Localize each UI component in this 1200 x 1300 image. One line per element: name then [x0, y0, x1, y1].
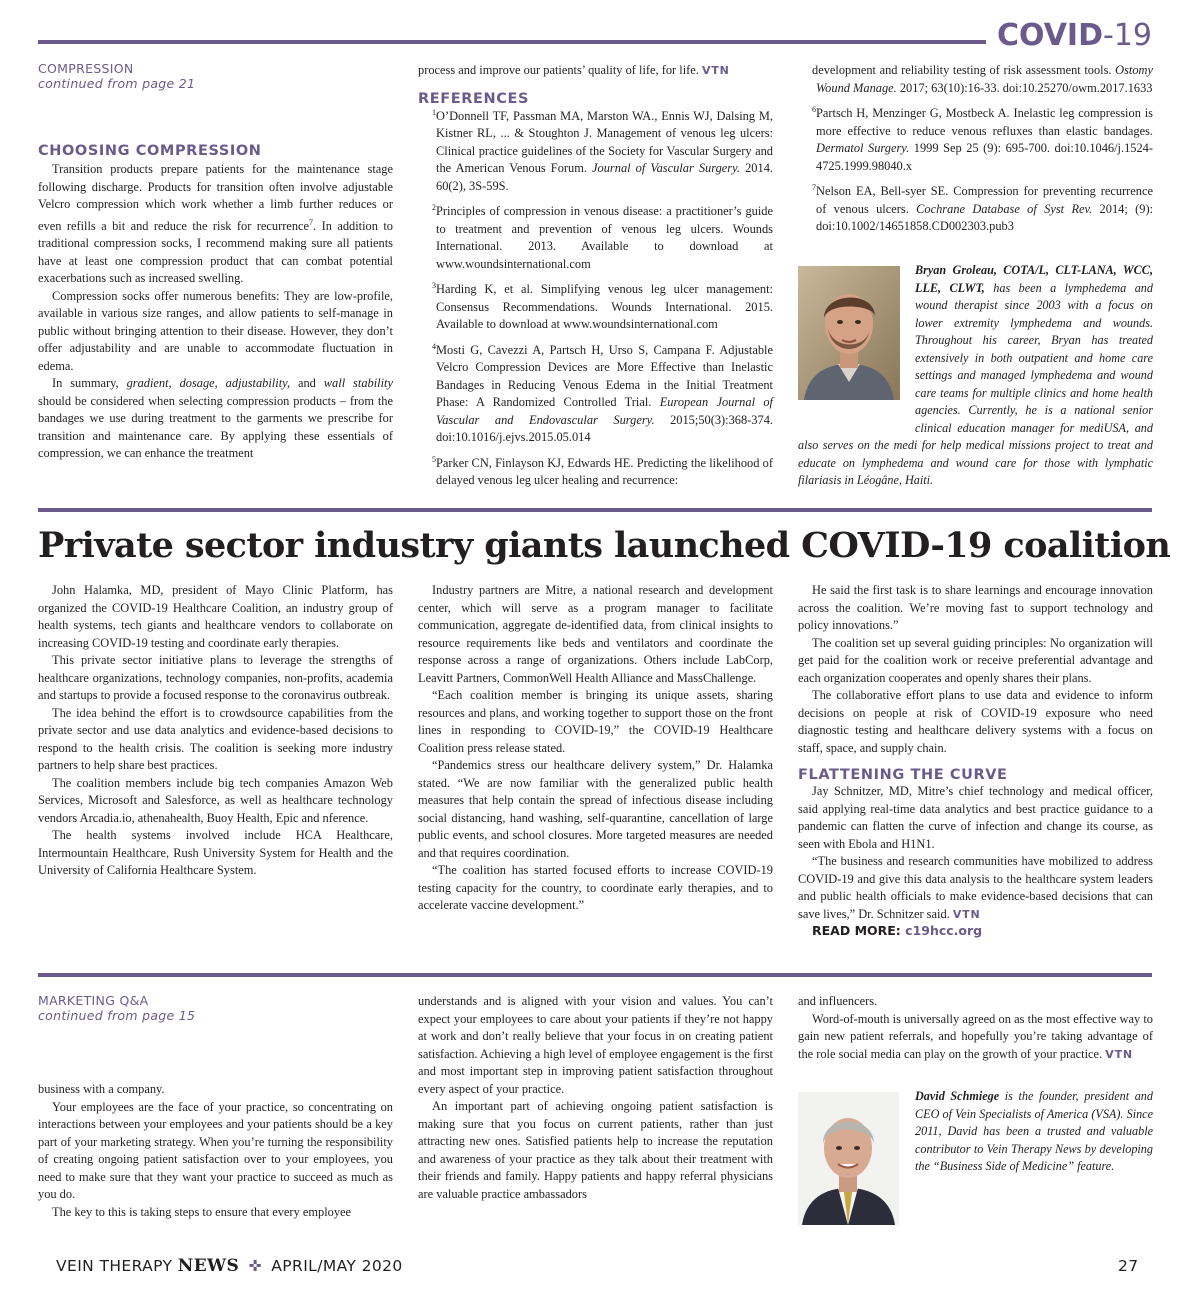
reference-item: $^1$O’Donnell TF, Passman MA, Marston WA., Ennis WJ, Dalsing M, Kistner RL, ... & Stoughton J. Management of venous leg ulcers: Clinical practice guidelines of the Society for Vascular Surgery and the American Venous Forum. Journal of Vascular Surgery. 2014. 60(2), 3S-59S.	[432, 107, 773, 193]
portrait-image	[798, 266, 900, 400]
paragraph: This private sector initiative plans to leverage the strengths of healthcare organizations, technology companies, non-profits, academia and startups to provide a focused response to the coronavirus outbreak.	[38, 653, 393, 702]
references-list-col3	[798, 105, 1153, 236]
reference-item: $^6$Partsch H, Menzinger G, Mostbeck A. Inelastic leg compression is more effective to reduce venous refluxes than elastic bandages. Dermatol Surgery. 1999 Sep 25 (9): 695-700. doi:10.1046/j.1524-4725.1999.98040.x	[812, 104, 1153, 173]
paragraph: “The coalition has started focused efforts to increase COVID-19 testing capacity for the country, to coordinate early therapies, and to accelerate vaccine development.”	[418, 863, 773, 912]
article-headline: Private sector industry giants launched COVID-19 coalition	[38, 525, 1171, 566]
paragraph: Industry partners are Mitre, a national research and development center, which will serve as a program manager to facilitate communication, aggregate de-identified data, from clinical insights to resource requirements like beds and ventilators and coordinate the response across a range of organizations. Others include LabCorp, Leavitt Partners, CommonWell Health Alliance and MassChallenge.	[418, 583, 773, 685]
mid-col-3	[798, 582, 1153, 939]
paragraph: In summary, gradient, dosage, adjustability, and wall stability should be considered when selecting compression products – from the bandages we use during treatment to the garments we prescribe for transition and maintenance care. By applying these essentials of compression, we can enhance the treatment	[38, 376, 393, 461]
paragraph: understands and is aligned with your vision and values. You can’t expect your employees to care about your patients if they’re not happy at work and don’t really believe that your focus in on creating patient satisfaction. Achieving a high level of employee engagement is the first and most important step in improving patient satisfaction throughout every aspect of your practice.	[418, 994, 773, 1096]
mid-col-2	[418, 582, 773, 915]
paragraph: “Pandemics stress our healthcare delivery system,” Dr. Halamka stated. “We are now familiar with the generalized public health measures that help contain the spread of infectious disease including social distancing, hand washing, self-quarantine, cancellation of large public events, and school closures. More targeted measures are needed and that requires coordination.	[418, 758, 773, 860]
section-label-bold: COVID	[997, 18, 1103, 53]
paragraph: “The business and research communities have mobilized to address COVID-19 and give this data analysis to the healthcare system leaders and public health officials to make evidence-based decisions that can save lives,” Dr. Schnitzer said. VTN	[798, 854, 1153, 921]
section-label-light: -19	[1103, 18, 1152, 53]
paragraph: The coalition set up several guiding principles: No organization will get paid for the coalition work or receive preferential advantage and each organization cooperates and openly shares their plans.	[798, 635, 1153, 685]
paragraph: An important part of achieving ongoing patient satisfaction is making sure that you focus on current patients, rather than just attracting new ones. Satisfied patients help to increase the reputation and awareness of your practice as they talk about their treatment with their friends and family. Happy patients and happy referral physicians are valuable practice ambassadors	[418, 1099, 773, 1201]
paragraph: John Halamka, MD, president of Mayo Clinic Platform, has organized the COVID-19 Healthcare Coalition, an industry group of health systems, tech giants and healthcare vendors to collaborate on increasing COVID-19 testing and coordinate early therapies.	[38, 583, 393, 650]
reference-item: $^7$Nelson EA, Bell-syer SE. Compression for preventing recurrence of venous ulcers. Cochrane Database of Syst Rev. 2014; (9): doi:10.1002/14651858.CD002303.pub3	[812, 182, 1154, 233]
author-photo-bryan	[798, 266, 900, 400]
paragraph: The collaborative effort plans to use data and evidence to inform decisions on people at risk of COVID-19 exposure who need diagnostic testing and healthcare delivery systems with a focus on staff, space, and supply chain.	[798, 688, 1153, 755]
header-rule	[38, 40, 986, 44]
section-rule-2	[38, 973, 1152, 977]
references-list	[418, 108, 773, 490]
author-bio-bryan-bottom: clinical education manager for mediUSA, and also serves on the medi for help medical missions project to treat and educate on lymphedema and wound care for those with lymphatic filariasis in Léogâne, Haiti.	[798, 422, 1153, 487]
portrait-image	[798, 1092, 899, 1225]
vtn-end-mark: VTN	[1105, 1047, 1133, 1061]
reference-item: $^3$Harding K, et al. Simplifying venous leg ulcer management: Consensus Recommendations. Wounds International. 2015. Available to download at www.woundsinternational.com	[432, 280, 773, 331]
bottom-col-2	[418, 993, 773, 1203]
paragraph: Compression socks offer numerous benefits: They are low-profile, available in various size ranges, and allow patients to self-manage in public without bringing attention to their disease. However, they don’t offer adjustability and are unable to accommodate fluctuation in edema.	[38, 288, 393, 373]
flattening-curve-heading: FLATTENING THE CURVE	[798, 767, 1008, 783]
top-col-2	[418, 62, 773, 498]
footer-publication	[56, 1255, 403, 1277]
paragraph: The coalition members include big tech companies Amazon Web Services, Microsoft and Salesforce, as well as healthcare technology vendors Arcadia.io, athenahealth, Buoy Health, Epic and nference.	[38, 775, 393, 825]
paragraph: The idea behind the effort is to crowdsource capabilities from the private sector and use data analytics and evidence-based decisions to respond to the health crisis. The coalition is seeking more industry partners to help share best practices.	[38, 705, 393, 772]
author-photo-david	[798, 1092, 899, 1225]
read-more-line	[798, 923, 1153, 939]
footer-pub-light: VEIN THERAPY	[56, 1257, 178, 1275]
paragraph: He said the first task is to share learnings and encourage innovation across the coalition. We’re moving fast to support technology and policy innovations.”	[798, 583, 1153, 632]
bottom-kicker: MARKETING Q&A	[38, 993, 149, 1008]
vtn-end-mark: VTN	[952, 907, 981, 921]
top-kicker: COMPRESSION	[38, 61, 134, 76]
section-label	[997, 18, 1152, 54]
mid-col-1	[38, 582, 393, 880]
footer-separator-icon: ✜	[248, 1257, 262, 1275]
section-rule-1	[38, 508, 1152, 512]
paragraph: “Each coalition member is bringing its unique assets, sharing resources and plans, and working together to support those on the front lines in responding to COVID-19,” the COVID-19 Healthcare Coalition press release stated.	[418, 688, 773, 755]
top-col-3	[798, 62, 1153, 244]
page-number: 27	[1118, 1257, 1139, 1275]
paragraph: Word-of-mouth is universally agreed on as the most effective way to gain new patient referrals, and hopefully you’re taking advantage of the role social media can play on the growth of your practice. VTN	[798, 1011, 1153, 1061]
paragraph: business with a company.	[38, 1082, 165, 1096]
bottom-col-1	[38, 993, 393, 1221]
reference-item: $^5$Parker CN, Finlayson KJ, Edwards HE. Predicting the likelihood of delayed venous leg ulcer healing and recurrence:	[432, 454, 773, 487]
read-more-label: READ MORE:	[812, 923, 901, 938]
author-bio-bryan-right: Bryan Groleau, COTA/L, CLT-LANA, WCC, LLE, CLWT, has been a lymphedema and wound therapist since 2003 with a focus on lower extremity lymphedema and wounds. Throughout his career, Bryan has treated extensively in both outpatient and home care settings and managed lymphedema and wound care teams for multiple clinics and home health agencies. Currently, he is a national senior	[915, 263, 1153, 417]
read-more-link[interactable]: c19hcc.org	[905, 923, 983, 938]
paragraph: Your employees are the face of your practice, so concentrating on interactions between your employees and your patients should be a key part of your marketing strategy. When you’re turning the responsibility of creating ongoing patient satisfaction over to your employees, you need to make sure that they want your practice to succeed as much as you do.	[38, 1099, 393, 1201]
paragraph: Jay Schnitzer, MD, Mitre’s chief technology and medical officer, said applying real-time data analytics and best practice guidance to a pandemic can flatten the curve of infection and change its course, as seen with Ebola and H1N1.	[798, 784, 1153, 851]
top-col-1	[38, 61, 393, 463]
reference-item: $^4$Mosti G, Cavezzi A, Partsch H, Urso S, Campana F. Adjustable Velcro Compression Devices are More Effective than Inelastic Bandages in Reducing Venous Edema in the Initial Treatment Phase: A Randomized Controlled Trial. European Journal of Vascular and Endovascular Surgery. 2015;50(3):368-374. doi:10.1016/j.ejvs.2015.05.014	[432, 341, 773, 444]
bottom-kicker-sub: continued from page 15	[38, 1008, 196, 1023]
author-bio-david: David Schmiege is the founder, president and CEO of Vein Specialists of America (VSA). Since 2011, David has been a trusted and valuable contributor to Vein Therapy News by developing the “Business Side of Medicine” feature.	[915, 1089, 1153, 1173]
vtn-end-mark: VTN	[702, 64, 730, 77]
footer-issue: APRIL/MAY 2020	[271, 1257, 403, 1275]
paragraph: process and improve our patients’ quality of life, for life. VTN	[418, 63, 730, 77]
paragraph: The key to this is taking steps to ensure that every employee	[52, 1204, 352, 1219]
top-kicker-sub: continued from page 21	[38, 76, 196, 91]
paragraph: The health systems involved include HCA Healthcare, Intermountain Healthcare, Rush University System for Health and the University of California Healthcare System.	[38, 828, 393, 877]
choosing-compression-heading: CHOOSING COMPRESSION	[38, 143, 262, 159]
footer-pub-bold: NEWS	[177, 1256, 240, 1276]
bottom-col-3	[798, 993, 1153, 1063]
reference-item: $^2$Principles of compression in venous disease: a practitioner’s guide to treatment and prevention of venous leg ulcers. Wounds International. 2013. Available to download at www.woundsinternational.com	[432, 202, 773, 271]
paragraph: and influencers.	[798, 994, 878, 1008]
paragraph: Transition products prepare patients for the maintenance stage following discharge. Products for transition often involve adjustable Velcro compression which work whether a limb further reduces or even refills a bit and reduce the risk for recurrence$^7$. In addition to traditional compression socks, I recommend making sure all patients have at least one compression product that can combat potential exacerbations such as increased swelling.	[38, 162, 393, 286]
reference-continued: development and reliability testing of risk assessment tools. Ostomy Wound Manage. 2017; 63(10):16-33. doi:10.25270/owm.2017.1633	[812, 63, 1153, 95]
references-heading: REFERENCES	[418, 90, 530, 107]
